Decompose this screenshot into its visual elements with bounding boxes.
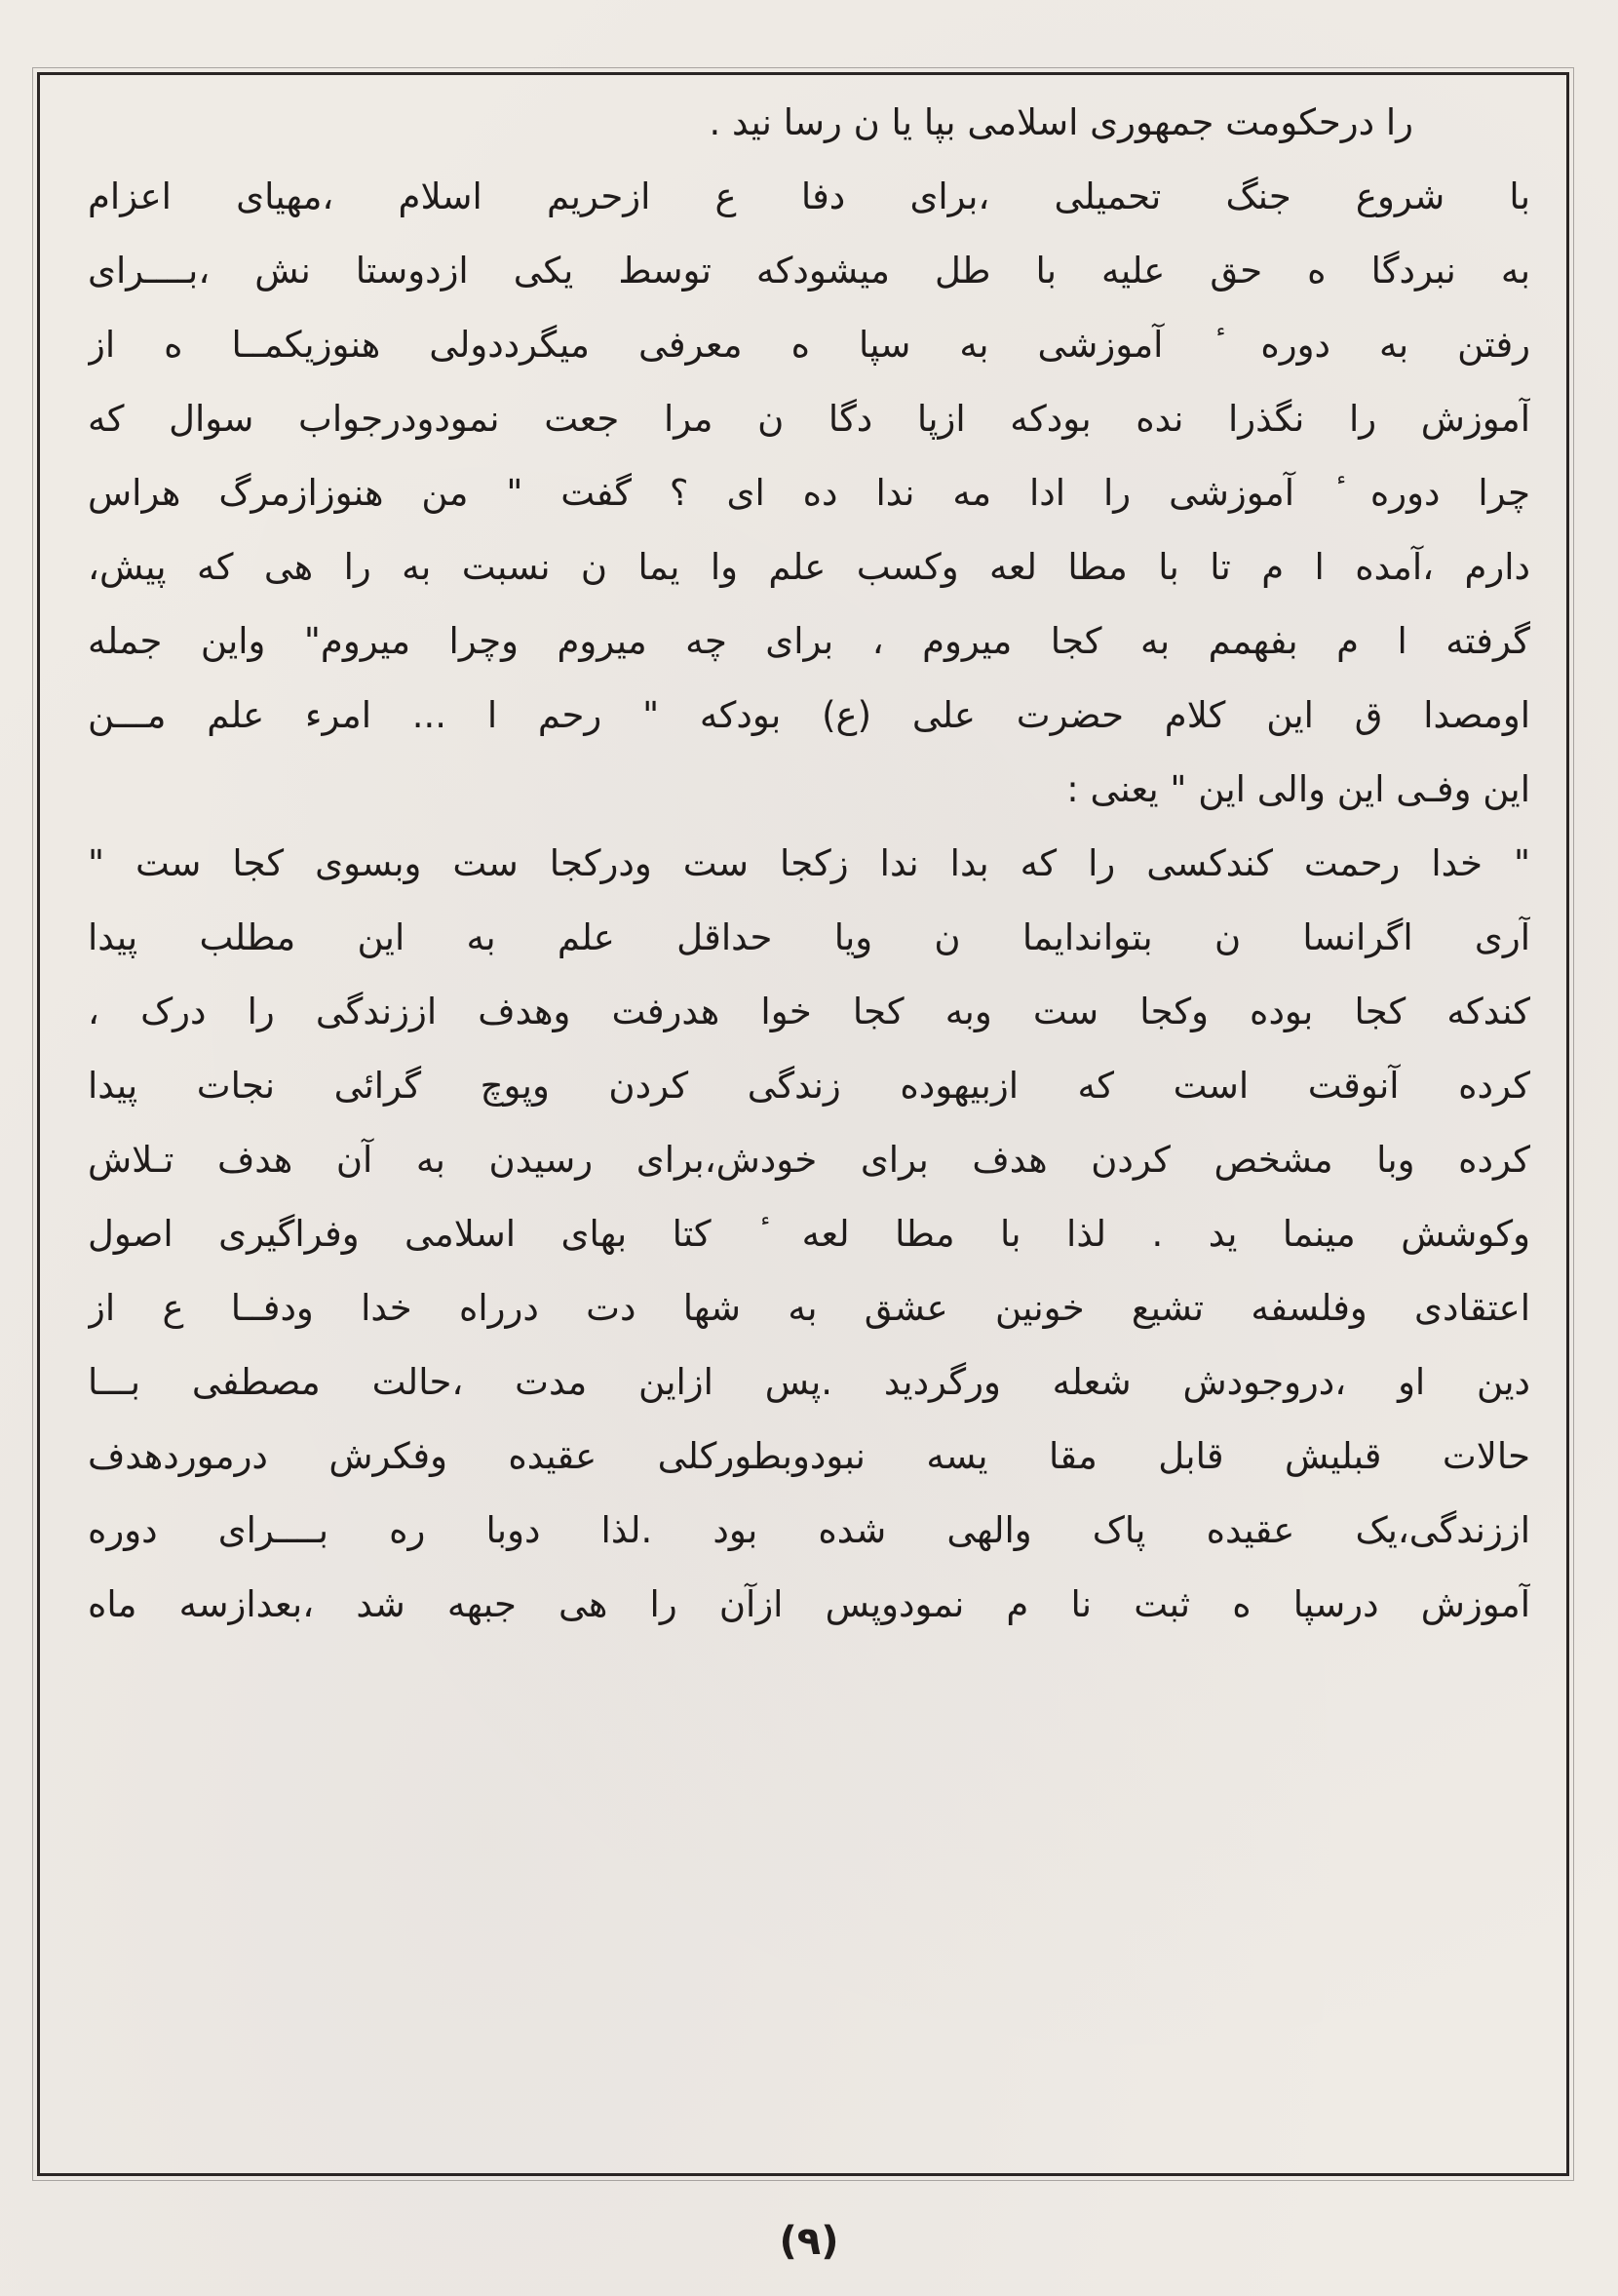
text-line: آری اگرانسا ن بتواندایما ن ویا حداقل علم به این مطلب پیدا	[88, 916, 1530, 958]
text-line: کرده آنوقت است که ازبیهوده زندگی کردن وپوچ گرائی نجات پیدا	[88, 1065, 1530, 1107]
text-line: حالات قبلیش قابل مقا یسه نبودوبطورکلی عقیده وفکرش درموردهدف	[88, 1435, 1530, 1477]
text-line: رفتن به دوره ٔ آموزشی به سپا ه معرفی میگرددولی هنوزیکمــا ه از	[88, 324, 1530, 366]
page-number: (۹)	[779, 2219, 839, 2264]
text-line: گرفته ا م بفهمم به کجا میروم ، برای چه میروم وچرا میروم" واین جمله	[88, 620, 1530, 662]
text-line: اززندگی،یک عقیده پاک والهی شده بود .لذا دوبا ره بــــرای دوره	[88, 1509, 1530, 1551]
text-line: اومصدا ق این کلام حضرت علی (ع) بودکه " رحم ا ... امرء علم مـــن	[88, 694, 1530, 736]
text-line: اعتقادی وفلسفه تشیع خونین عشق به شها دت درراه خدا ودفــا ع از	[88, 1287, 1530, 1329]
text-line: وکوشش مینما ید . لذا با مطا لعه ٔ کتا بهای اسلامی وفراگیری اصول	[88, 1213, 1530, 1255]
text-line: این وفـی این والی این " یعنی :	[1066, 768, 1530, 810]
text-line: چرا دوره ٔ آموزشی را ادا مه ندا ده ای ؟ گفت " من هنوزازمرگ هراس	[88, 472, 1530, 514]
text-line: آموزش را نگذرا نده بودکه ازپا دگا ن مرا جعت نمودودرجواب سوال که	[88, 398, 1530, 440]
text-line: " خدا رحمت کندکسی را که بدا ندا زکجا ست ودرکجا ست وبسوی کجا ست "	[88, 842, 1530, 884]
text-line: به نبردگا ه حق علیه با طل میشودکه توسط یکی ازدوستا نش ،بــــرای	[88, 250, 1530, 292]
text-line: را درحکومت جمهوری اسلامی بپا یا ن رسا نید .	[709, 101, 1413, 143]
text-line: دین او ،دروجودش شعله ورگردید .پس ازاین مدت ،حالت مصطفی بـــا	[88, 1361, 1530, 1403]
body-text	[88, 86, 1530, 1642]
text-line: دارم ،آمده ا م تا با مطا لعه وکسب علم وا یما ن نسبت به را هی که پیش،	[88, 546, 1530, 588]
text-line: با شروع جنگ تحمیلی ،برای دفا ع ازحریم اسلام ،مهیای اعزام	[88, 175, 1530, 217]
text-line: کرده وبا مشخص کردن هدف برای خودش،برای رسیدن به آن هدف تـلاش	[88, 1139, 1530, 1181]
text-line: آموزش درسپا ه ثبت نا م نمودوپس ازآن را هی جبهه شد ،بعدازسه ماه	[88, 1583, 1530, 1625]
text-line: کندکه کجا بوده وکجا ست وبه کجا خوا هدرفت وهدف اززندگی را درک ،	[88, 991, 1530, 1032]
